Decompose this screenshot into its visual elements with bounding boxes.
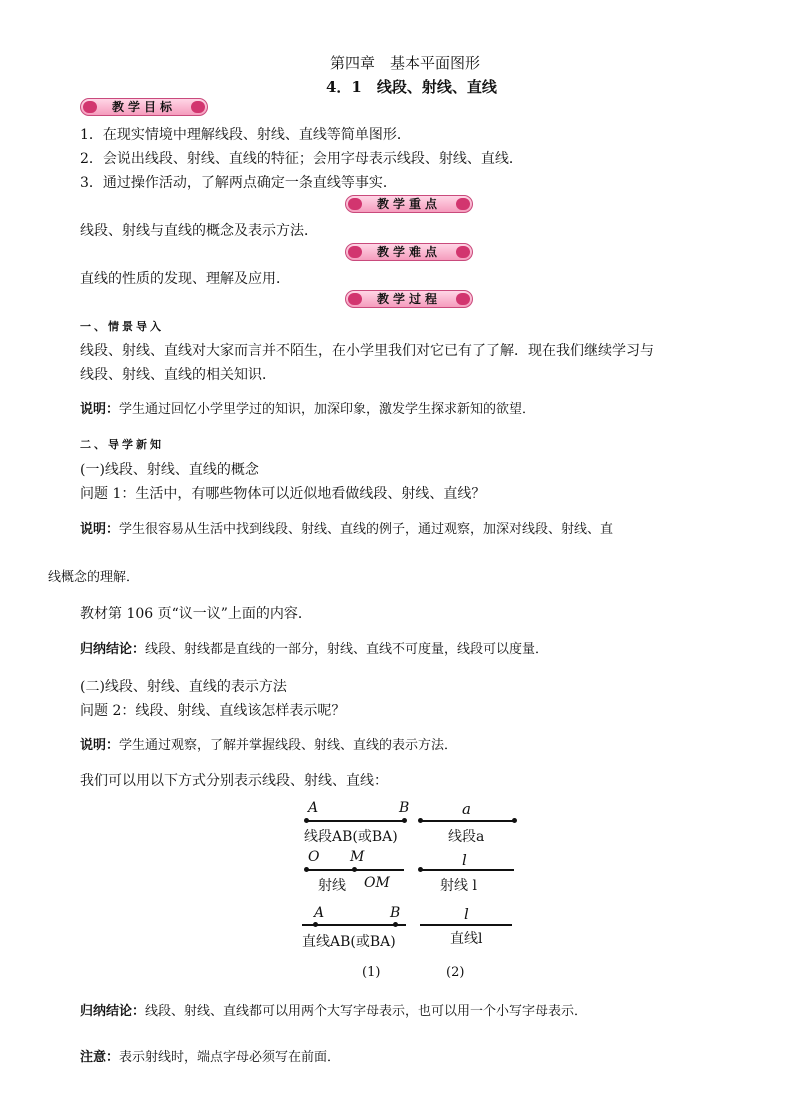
arrow-left-icon — [191, 101, 205, 113]
arrow-right-icon — [348, 198, 362, 210]
difficulties-badge-label: 教学难点 — [376, 245, 441, 259]
arrow-right-icon — [348, 293, 362, 305]
objective-3: 3．通过操作活动，了解两点确定一条直线等事实． — [80, 175, 397, 191]
note-1-continuation: 线概念的理解． — [48, 570, 140, 585]
key-points-badge-label: 教学重点 — [376, 197, 441, 211]
note-label: 说明： — [80, 738, 120, 753]
segment-ab-line — [306, 820, 406, 822]
question-2: 问题 2：线段、射线、直线该怎样表示呢？ — [80, 703, 346, 719]
line-l-label: l — [464, 905, 469, 923]
question-1: 问题 1：生活中，有哪些物体可以近似地看做线段、射线、直线？ — [80, 486, 486, 502]
conclusion-2 — [80, 1000, 587, 1019]
subsection-2-title: (二)线段、射线、直线的表示方法 — [80, 679, 287, 695]
section-title: 4．1 线段、射线、直线 — [326, 78, 497, 96]
line-l-line — [420, 924, 512, 926]
ray-endpoint-o — [304, 867, 309, 872]
key-points-badge — [345, 195, 473, 213]
difficulties-text: 直线的性质的发现、理解及应用． — [80, 271, 290, 287]
segment-a-caption: 线段a — [448, 829, 485, 845]
line-point-b — [393, 922, 398, 927]
conclusion-label: 归纳结论： — [80, 1004, 146, 1019]
part1-title: 一、情景导入 — [80, 320, 164, 333]
note-2 — [80, 734, 457, 753]
segment-point-a-label: A — [308, 800, 319, 816]
arrow-left-icon — [456, 198, 470, 210]
ray-l-caption: 射线 l — [440, 878, 477, 894]
objectives-badge-label: 教学目标 — [111, 100, 176, 114]
representation-intro: 我们可以用以下方式分别表示线段、射线、直线： — [80, 773, 388, 789]
ray-l-line — [420, 869, 514, 871]
objective-1: 1．在现实情境中理解线段、射线、直线等简单图形． — [80, 127, 411, 143]
part2-title: 二、导学新知 — [80, 438, 164, 451]
difficulties-badge — [345, 243, 473, 261]
textbook-reference: 教材第 106 页“议一议”上面的内容． — [80, 606, 312, 622]
figure-column-1-label: (1) — [362, 965, 381, 980]
arrow-right-icon — [83, 101, 97, 113]
note-1 — [80, 518, 613, 537]
objective-2: 2．会说出线段、射线、直线的特征；会用字母表示线段、射线、直线． — [80, 151, 523, 167]
figure-column-2-label: (2) — [446, 965, 465, 980]
segment-ab-caption: 线段AB(或BA) — [304, 829, 398, 845]
process-badge — [345, 290, 473, 308]
chapter-title: 第四章 基本平面图形 — [330, 54, 481, 72]
line-ab-caption: 直线AB(或BA) — [302, 934, 396, 950]
segment-point-b-label: B — [399, 800, 410, 816]
arrow-right-icon — [348, 246, 362, 258]
conclusion-text: 线段、射线、直线都可以用两个大写字母表示，也可以用一个小写字母表示． — [145, 1004, 588, 1019]
ray-point-o-label: O — [308, 849, 320, 865]
line-point-b-label: B — [390, 905, 401, 921]
note-text: 学生通过回忆小学里学过的知识，加深印象，激发学生探求新知的欲望． — [119, 402, 536, 417]
part1-paragraph-line1: 线段、射线、直线对大家而言并不陌生，在小学里我们对它已有了了解．现在我们继续学习与 — [80, 343, 654, 359]
arrow-left-icon — [456, 246, 470, 258]
caution-label: 注意： — [80, 1050, 120, 1065]
segment-a-endpoint-left — [418, 818, 423, 823]
ray-point-m — [352, 867, 357, 872]
note-label: 说明： — [80, 522, 120, 537]
note-label: 说明： — [80, 402, 120, 417]
part1-note — [80, 398, 535, 417]
process-badge-label: 教学过程 — [376, 292, 441, 306]
segment-endpoint-b — [402, 818, 407, 823]
caution-text: 表示射线时，端点字母必须写在前面． — [119, 1050, 341, 1065]
line-point-a — [313, 922, 318, 927]
ray-om-caption-left: 射线 — [318, 878, 346, 894]
subsection-1-title: (一)线段、射线、直线的概念 — [80, 462, 259, 478]
line-point-a-label: A — [314, 905, 325, 921]
objectives-badge — [80, 98, 208, 116]
ray-point-m-label: M — [350, 849, 365, 865]
ray-l-endpoint — [418, 867, 423, 872]
segment-a-label: a — [462, 800, 471, 818]
ray-om-caption-right: OM — [364, 875, 390, 891]
line-l-caption: 直线l — [450, 931, 483, 947]
segment-a-endpoint-right — [512, 818, 517, 823]
arrow-left-icon — [456, 293, 470, 305]
part1-paragraph-line2: 线段、射线、直线的相关知识． — [80, 367, 276, 383]
conclusion-text: 线段、射线都是直线的一部分，射线、直线不可度量，线段可以度量． — [145, 642, 549, 657]
segment-a-line — [420, 820, 516, 822]
segment-endpoint-a — [304, 818, 309, 823]
caution-note — [80, 1046, 340, 1065]
ray-l-label: l — [462, 851, 467, 869]
note-text: 学生通过观察，了解并掌握线段、射线、直线的表示方法． — [119, 738, 458, 753]
conclusion-1 — [80, 638, 548, 657]
key-points-text: 线段、射线与直线的概念及表示方法． — [80, 223, 318, 239]
conclusion-label: 归纳结论： — [80, 642, 146, 657]
note-text: 学生很容易从生活中找到线段、射线、直线的例子，通过观察，加深对线段、射线、直 — [119, 522, 614, 537]
